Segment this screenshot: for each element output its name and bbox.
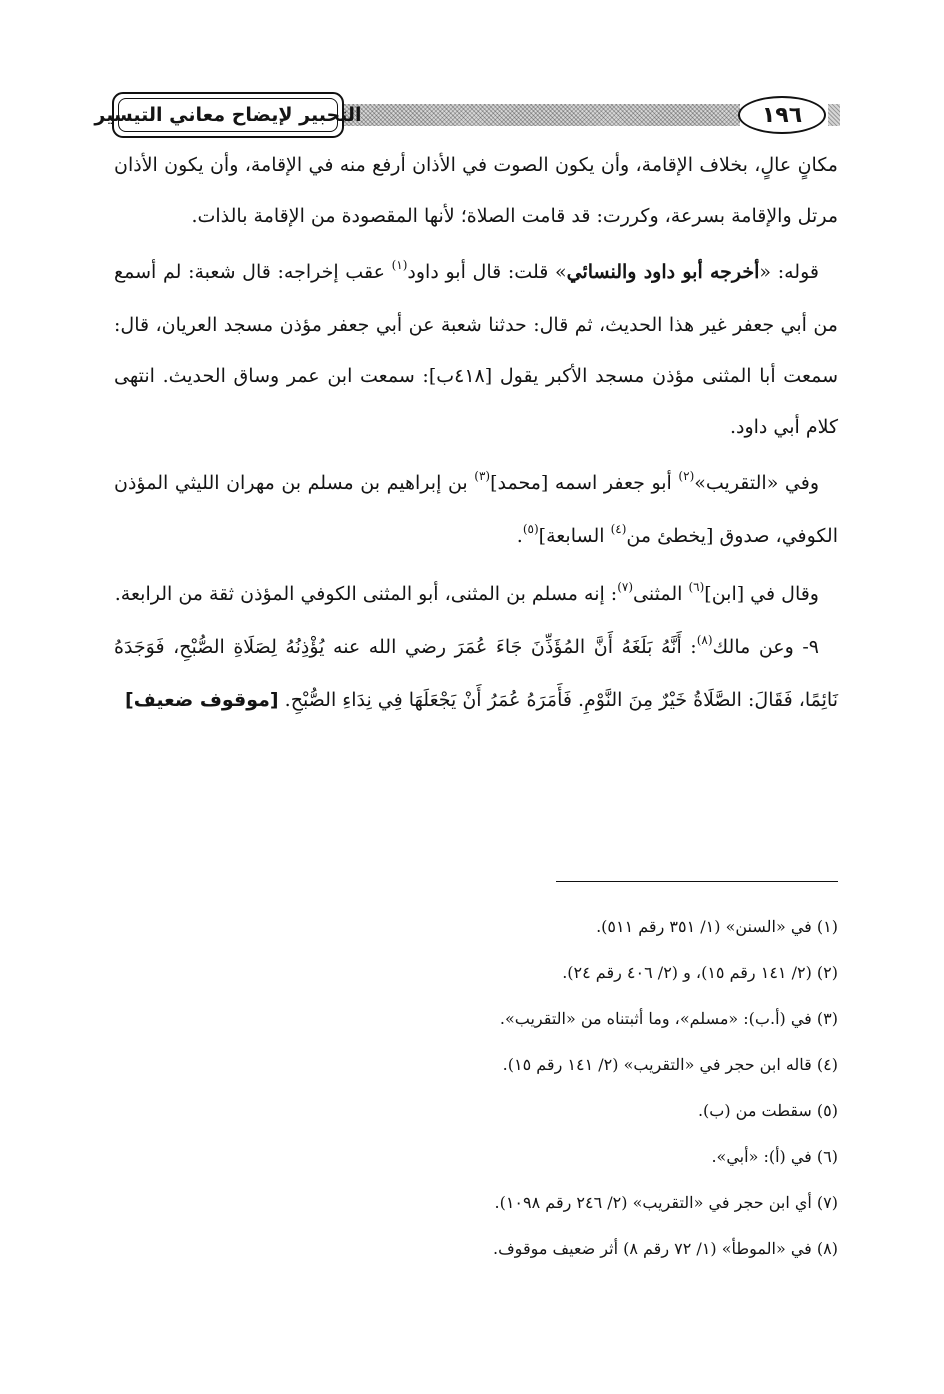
paragraph-1-line-2: الأذان مرتل والإقامة بسرعة، وكررت: قد قامت الصلاة؛ لأنها المقصودة من الإقامة بالذات.	[114, 154, 838, 227]
footnote-ref-4[interactable]: (٤)	[610, 522, 627, 536]
header-decorative-band	[344, 104, 740, 126]
page-number: ١٩٦	[761, 102, 803, 128]
paragraph-3-text-e: .	[516, 525, 523, 547]
footnote-ref-6[interactable]: (٦)	[688, 580, 705, 594]
paragraph-3-text-a: وفي «التقريب»	[694, 472, 820, 494]
footnote-7: (٧) أي ابن حجر في «التقريب» (٢/ ٢٤٦ رقم ١٠٩٨).	[494, 1193, 838, 1212]
footnote-divider	[556, 881, 838, 882]
footnote-ref-3[interactable]: (٣)	[474, 469, 491, 483]
footnotes	[114, 904, 838, 1272]
main-text	[114, 140, 838, 726]
hadith-grade: [موقوف ضعيف]	[125, 689, 279, 711]
footnote-ref-2[interactable]: (٢)	[678, 469, 695, 483]
paragraph-4-text-c: : إنه مسلم بن المثنى، أبو المثنى الكوفي المؤذن ثقة من الرابعة.	[114, 583, 618, 605]
footnote-1: (١) في «السنن» (١/ ٣٥١ رقم ٥١١).	[596, 917, 838, 936]
footnote-6: (٦) في (أ): «أبي».	[711, 1147, 838, 1166]
paragraph-4-text-b: المثنى	[633, 583, 689, 605]
paragraph-3	[114, 458, 838, 564]
paragraph-2-bold-quote: أخرجه أبو داود والنسائي	[566, 261, 760, 283]
footnote-ref-7[interactable]: (٧)	[617, 580, 634, 594]
footnote-8: (٨) في «الموطأ» (١/ ٧٢ رقم ٨) أثر ضعيف موقوف.	[493, 1239, 838, 1258]
footnote-4: (٤) قاله ابن حجر في «التقريب» (٢/ ١٤١ رقم ١٥).	[502, 1055, 838, 1074]
footnote-2: (٢) (٢/ ١٤١ رقم ١٥)، و (٢/ ٤٠٦ رقم ٢٤).	[562, 963, 838, 982]
page-number-oval	[738, 96, 826, 134]
paragraph-2-text-b: » قلت: قال أبو داود	[407, 261, 567, 283]
paragraph-3-text-b: أبو جعفر اسمه [محمد]	[490, 472, 679, 494]
paragraph-hadith-9	[114, 622, 838, 726]
book-title-frame	[94, 92, 362, 138]
book-title: التحبير لإيضاح معاني التيسير	[94, 104, 362, 126]
paragraph-4-text-a: وقال في [ابن]	[704, 583, 819, 605]
page-header	[94, 92, 840, 140]
footnote-ref-5[interactable]: (٥)	[522, 522, 539, 536]
paragraph-2-text-a: قوله: «	[759, 261, 819, 283]
footnote-ref-8[interactable]: (٨)	[696, 633, 713, 647]
paragraph-2-text-c: عقب إخراجه: قال شعبة: لم أسمع من أبي جعفر غير هذا الحديث، ثم قال: حدثنا شعبة عن أبي جعفر مؤذن مسجد العريان، قال: سمعت أبا المثنى مؤذن مسجد الأكبر يقول [٤١٨ب]: سمعت ابن عمر وساق الحديث. انتهى كلام أبي داود.	[114, 261, 839, 438]
paragraph-3-text-d: السابعة]	[538, 525, 611, 547]
paragraph-4	[114, 569, 838, 622]
hadith-9-text-a: ٩- وعن مالك	[712, 636, 819, 658]
hadith-9-text-b: : أَنَّهُ بَلَغَهُ أَنَّ المُؤَذِّنَ جَاءَ عُمَرَ رضي الله عنه يُؤْذِنُهُ لِصَلَاةِ الصُّبْحِ، فَوَجَدَهُ نَائِمًا، فَقَالَ: الصَّلَاةُ خَيْرٌ مِنَ النَّوْمِ. فَأَمَرَهُ عُمَرُ أَنْ يَجْعَلَهَا فِي نِدَاءِ الصُّبْحِ.	[114, 636, 838, 711]
paragraph-2	[114, 247, 838, 453]
footnote-5: (٥) سقطت من (ب).	[697, 1101, 838, 1120]
paragraph-1-line-1: مكانٍ عالٍ، بخلاف الإقامة، وأن يكون الصوت في الأذان أرفع منه في الإقامة، وأن يكون	[164, 154, 838, 176]
footnote-3: (٣) في (أ.ب): «مسلم»، وما أثبتناه من «التقريب».	[499, 1009, 838, 1028]
header-band-end	[828, 104, 840, 126]
footnote-ref-1[interactable]: (١)	[391, 258, 408, 272]
paragraph-3-text-c: بن إبراهيم بن مسلم بن مهران الليثي المؤذن الكوفي، صدوق [يخطئ من	[114, 472, 838, 547]
paragraph-1	[114, 140, 838, 242]
